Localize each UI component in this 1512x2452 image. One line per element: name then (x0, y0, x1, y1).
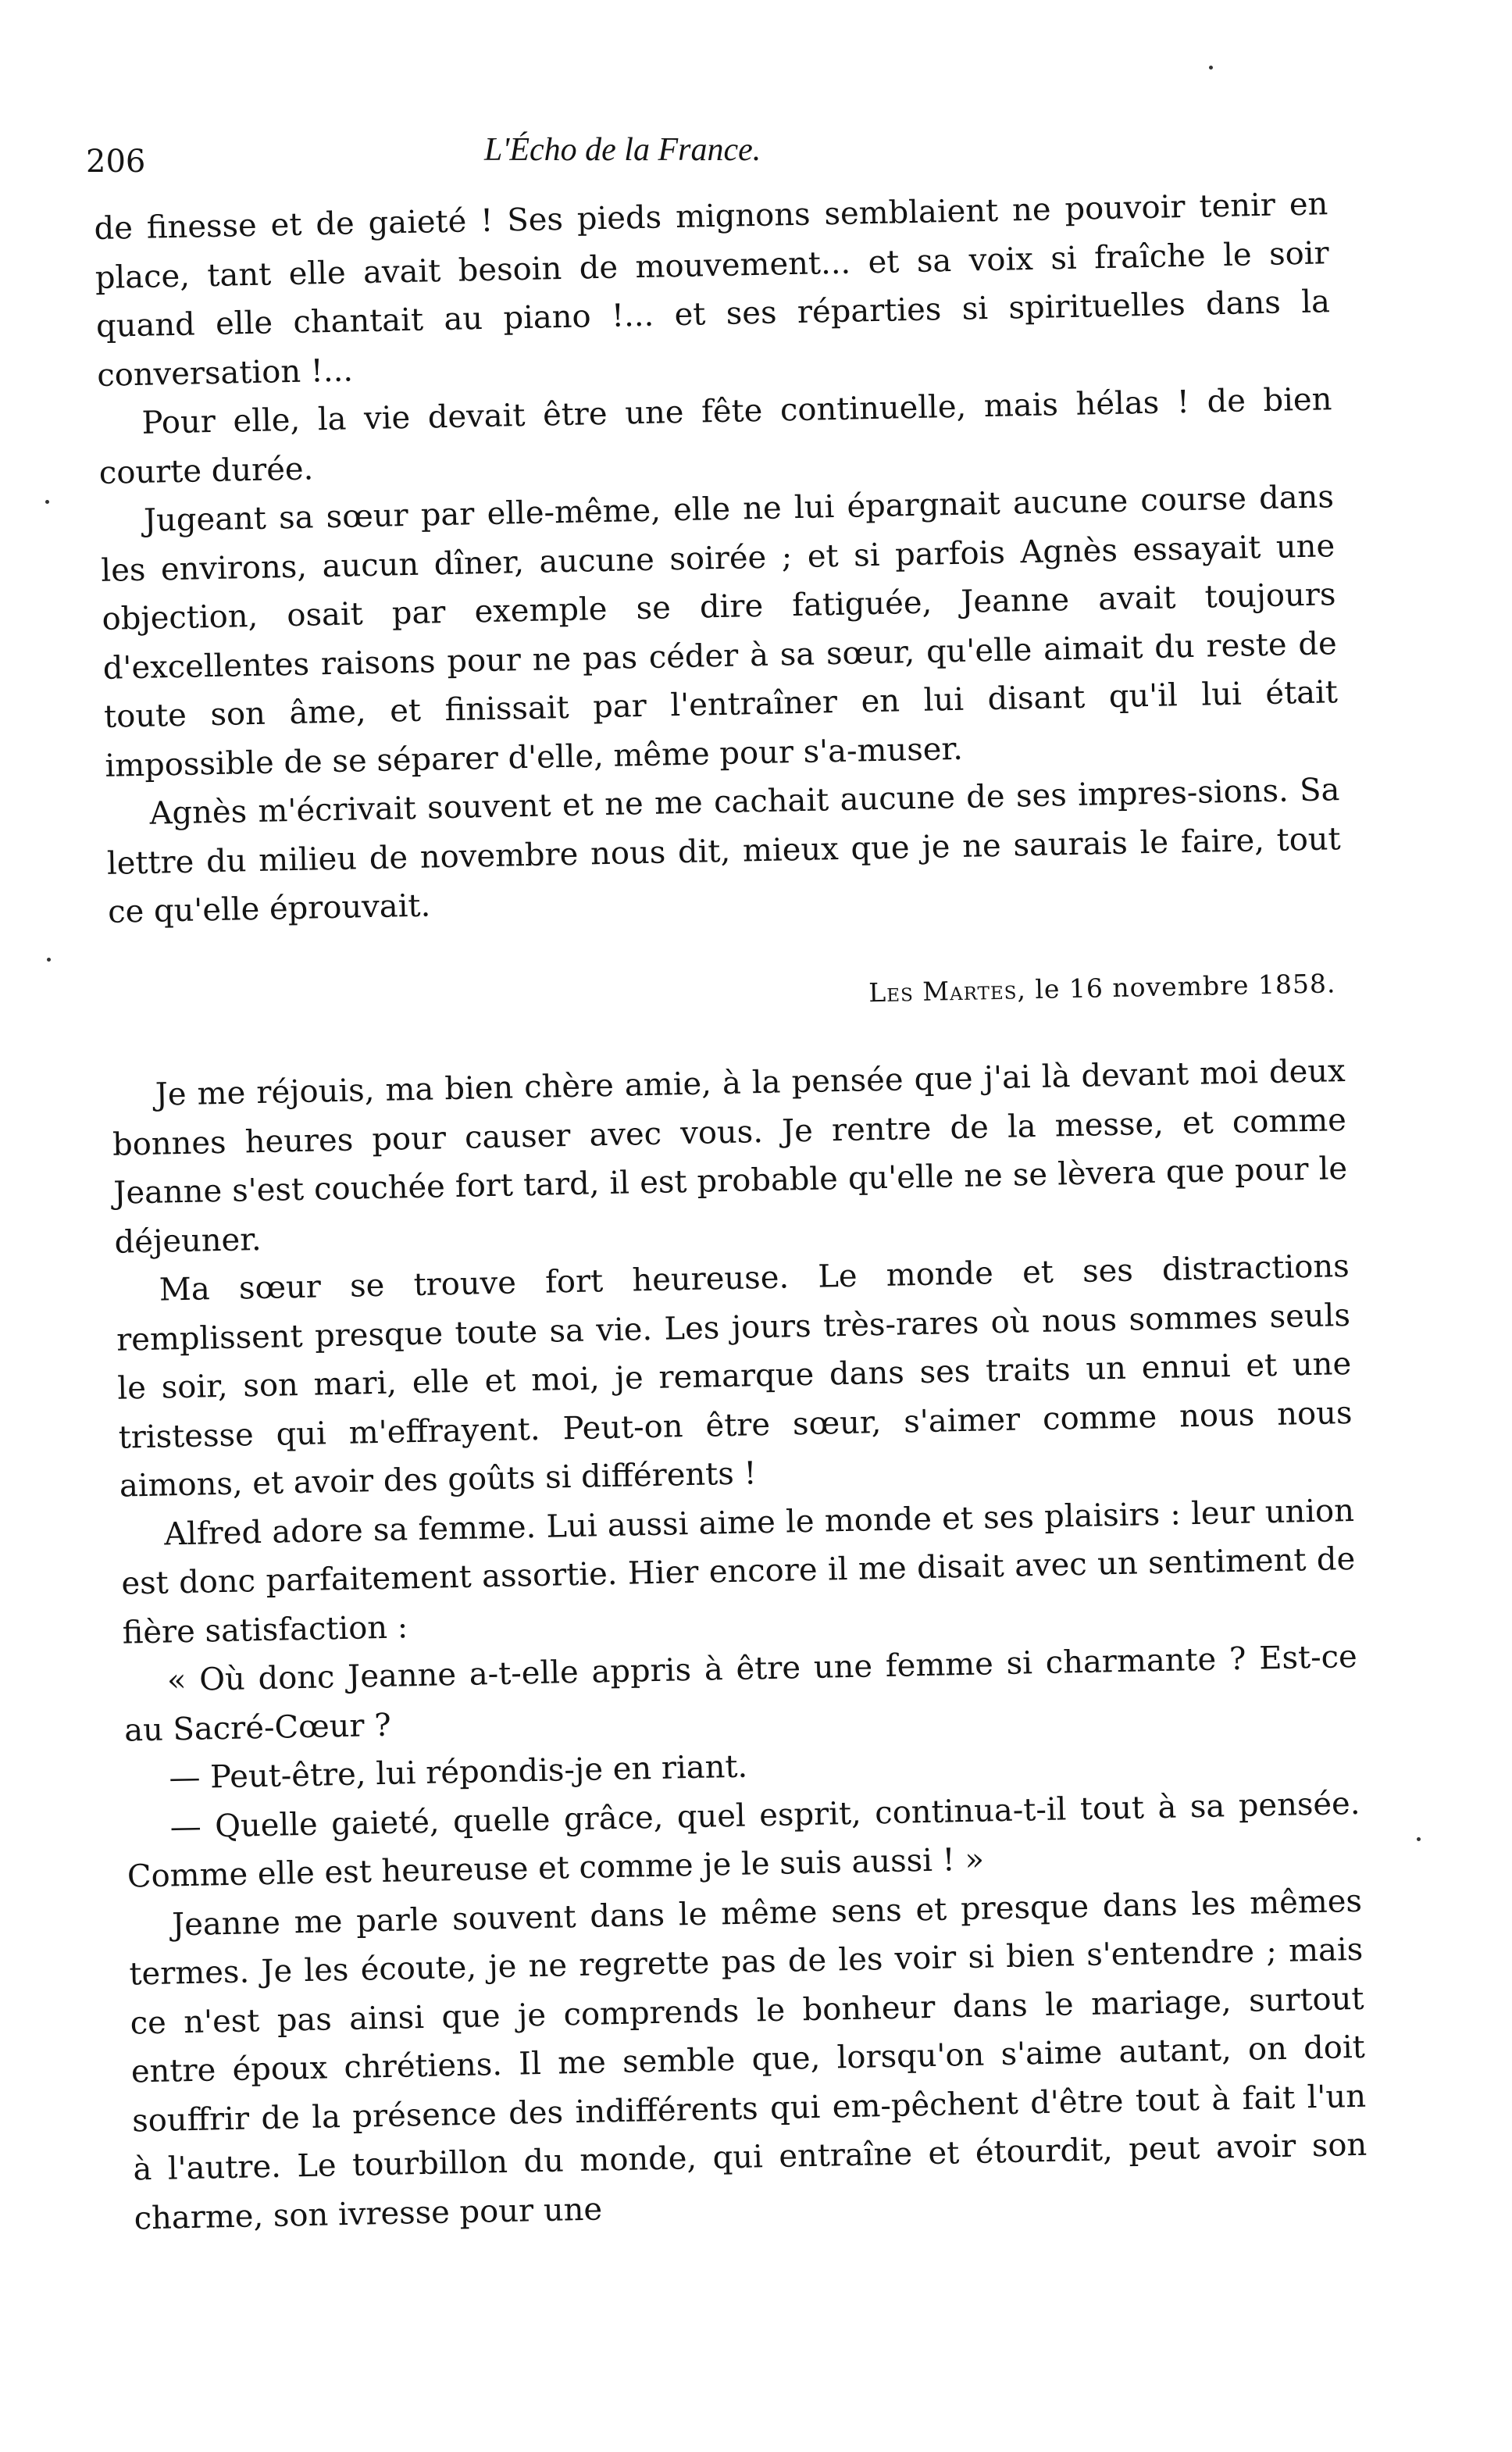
page-number: 206 (86, 144, 146, 180)
letter-paragraph: Je me réjouis, ma bien chère amie, à la pensée que j'ai là devant moi deux bonnes heures pour causer avec vous. Je rentre de la messe, et comme Jeanne s'est couchée fort tard, il est probable qu'elle ne se lèvera que pour le déjeuner. (112, 1053, 1348, 1261)
letter-quote: « Où donc Jeanne a-t-elle appris à être une femme si charmante ? Est-ce au Sacré-Cœur ? (123, 1638, 1358, 1749)
letter-paragraph: Jeanne me parle souvent dans le même sens et presque dans les mêmes termes. Je les écoute, je ne regrette pas de les voir si bien s'entendre ; mais ce n'est pas ainsi que je comprends le bonheur dans le mariage, surtout entre époux chrétiens. Il me semble que, lorsqu'on s'aime autant, on doit souffrir de la présence des indifférents qui em-pêchent d'être tout à fait l'un à l'autre. Le tourbillon du monde, qui entraîne et étourdit, peut avoir son charme, son ivresse pour une (129, 1883, 1368, 2236)
letter-dialogue: — Peut-être, lui répondis-je en riant. (168, 1748, 748, 1797)
scan-speck (45, 500, 49, 504)
paragraph-continued: de finesse et de gaieté ! Ses pieds mignons semblaient ne pouvoir tenir en place, tant elle avait besoin de mouvement... et sa voix si fraîche le soir quand elle chantait au piano !... et ses réparties si spirituelles dans la conversation !... (94, 186, 1331, 394)
letter-paragraph: Ma sœur se trouve fort heureuse. Le monde et ses distractions remplissent presque toute sa vie. Les jours très-rares où nous sommes seuls le soir, son mari, elle et moi, je remarque dans ses traits un ennui et une tristesse qui m'effrayent. Peut-on être sœur, s'aimer comme nous nous aimons, et avoir des goûts si différents ! (116, 1248, 1353, 1504)
dateline-date: le 16 novembre 1858. (1034, 967, 1336, 1005)
dateline-place: Les Martes, (868, 973, 1027, 1008)
scan-speck (1417, 1837, 1421, 1841)
letter-dateline (109, 959, 1344, 1033)
letter-paragraph: Alfred adore sa femme. Lui aussi aime le monde et ses plaisirs : leur union est donc parfaitement assortie. Hier encore il me disait avec un sentiment de fière satisfaction : (120, 1492, 1356, 1651)
scan-speck (47, 958, 51, 962)
letter-dialogue: — Quelle gaieté, quelle grâce, quel esprit, continua-t-il tout à sa pensée. Comme elle est heureuse et comme je le suis aussi ! » (127, 1785, 1360, 1895)
scan-speck (1209, 66, 1213, 70)
body-text (94, 180, 1368, 2243)
paragraph: Agnès m'écrivait souvent et ne me cachait aucune de ses impres-sions. Sa lettre du milieu de novembre nous dit, mieux que je ne saurais le faire, tout ce qu'elle éprouvait. (106, 772, 1342, 930)
paragraph: Pour elle, la vie devait être une fête continuelle, mais hélas ! de bien courte durée. (98, 381, 1332, 491)
running-title: L'Écho de la France. (484, 132, 761, 168)
paragraph: Jugeant sa sœur par elle-même, elle ne lui épargnait aucune course dans les environs, aucun dîner, aucune soirée ; et si parfois Agnès essayait une objection, osait par exemple se dire fatiguée, Jeanne avait toujours d'excellentes raisons pour ne pas céder à sa sœur, qu'elle aimait du reste de toute son âme, et finissait par l'entraîner en lui disant qu'il lui était impossible de se séparer d'elle, même pour s'a-muser. (100, 479, 1339, 784)
